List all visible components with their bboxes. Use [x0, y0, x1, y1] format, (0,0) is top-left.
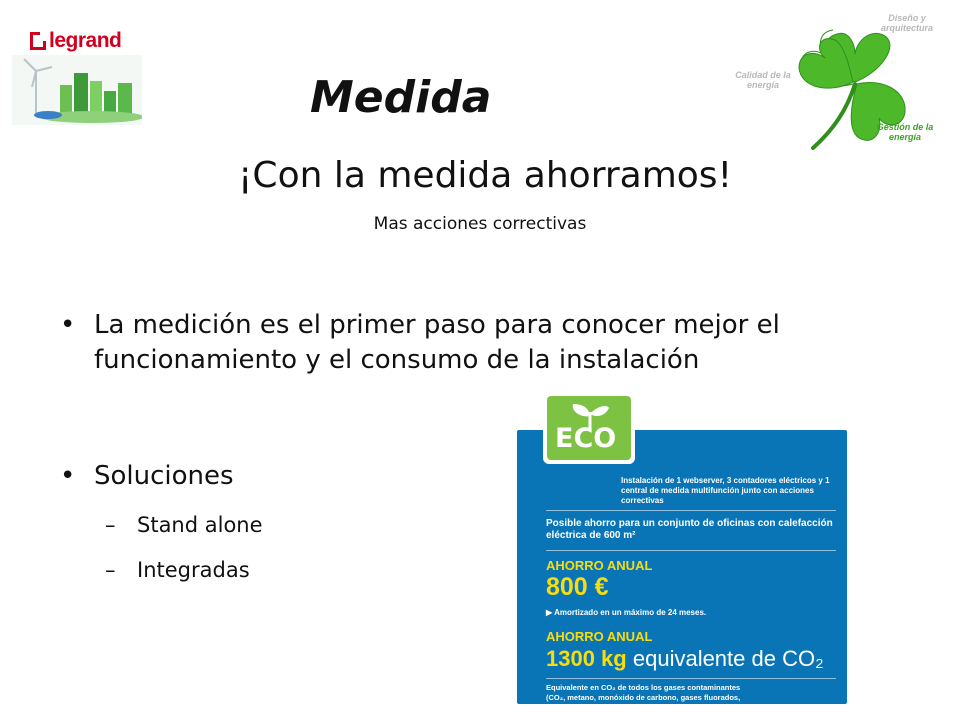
bullet-soluciones — [60, 459, 460, 494]
eco-badge — [543, 392, 635, 464]
clover-label-calidad: Calidad de la energía — [735, 70, 791, 90]
bullet-dot: • — [60, 461, 76, 491]
clover-label-gestion: Gestión de la energía — [876, 122, 934, 142]
ahorro-anual-value-1: 800 € — [546, 573, 609, 601]
sub-bullet-stand-alone — [105, 513, 263, 537]
eco-badge-text: ECO — [555, 423, 617, 454]
eco-card-panel — [517, 430, 847, 712]
green-city-illustration — [12, 55, 142, 125]
page-title: Medida — [310, 72, 492, 123]
bullet-text: La medición es el primer paso para conocer mejor el funcionamiento y el consumo de la instalación — [94, 310, 780, 375]
amortizado-text: ▶ Amortizado en un máximo de 24 meses. — [546, 608, 707, 617]
sub-bullet-dash: – — [105, 513, 116, 537]
co2-text: equivalente de CO₂ — [632, 646, 824, 671]
eco-installation-text: Instalación de 1 webserver, 3 contadores eléctricos y 1 central de medida multifunción junto con acciones correctivas — [621, 476, 830, 505]
caption — [0, 214, 960, 234]
clover-label-diseno: Diseño y arquitectura — [880, 13, 933, 33]
legrand-logo-mark — [30, 32, 46, 50]
divider — [546, 510, 836, 511]
bullet-medicion — [60, 308, 920, 378]
co2-savings — [546, 646, 824, 672]
sub-bullet-text: Stand alone — [137, 513, 263, 537]
eco-savings-card — [517, 392, 847, 712]
sub-bullet-text: Integradas — [137, 558, 250, 582]
legrand-logo-text: legrand — [49, 29, 122, 52]
co2-amount: 1300 kg — [546, 646, 627, 671]
ahorro-anual-label-2: AHORRO ANUAL — [546, 629, 653, 644]
amortizado-label: Amortizado en un máximo de 24 meses. — [554, 608, 707, 617]
caption-text: Mas acciones correctivas — [373, 214, 587, 234]
sub-bullet-dash: – — [105, 558, 116, 582]
eco-posible-text: Posible ahorro para un conjunto de oficinas con calefacción eléctrica de 600 m² — [546, 518, 833, 541]
subtitle-text: ¡Con la medida ahorramos! — [238, 155, 732, 196]
divider — [546, 550, 836, 551]
sub-bullet-integradas — [105, 558, 250, 582]
legrand-logo — [30, 30, 121, 52]
equivalente-text: Equivalente en CO₂ de todos los gases contaminantes (CO₂, metano, monóxido de carbono, gases fluorados, etc.) — [546, 683, 741, 712]
ahorro-anual-label-1: AHORRO ANUAL — [546, 558, 653, 573]
bullet-text: Soluciones — [94, 461, 234, 491]
subtitle — [0, 155, 960, 196]
bullet-dot: • — [60, 310, 76, 340]
eco-badge-inner — [547, 396, 631, 460]
divider — [546, 678, 836, 679]
